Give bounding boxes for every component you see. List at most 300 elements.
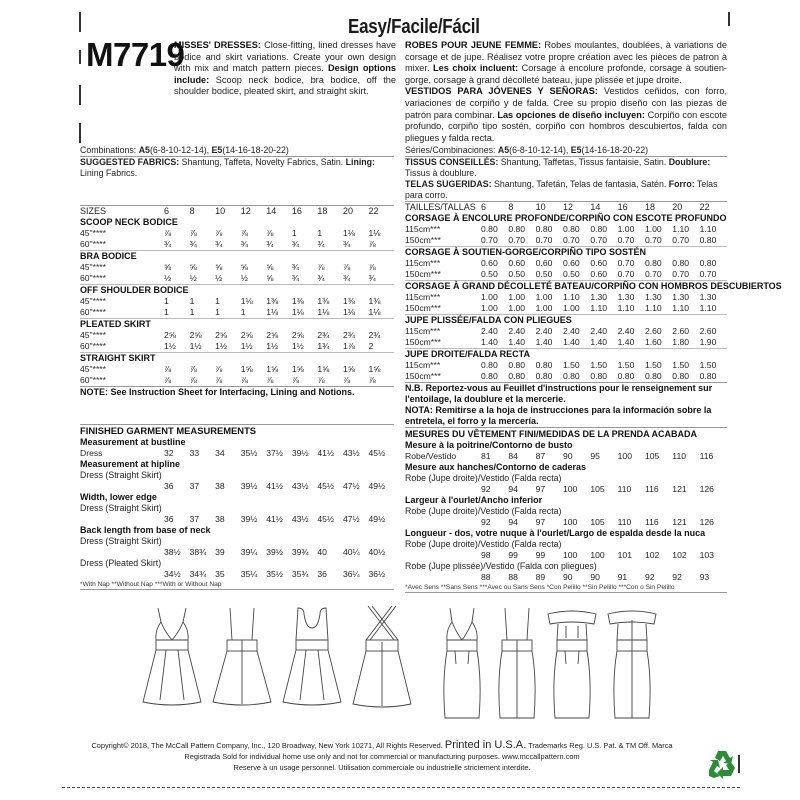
yardage-value: ⅞ [266, 375, 274, 385]
yardage-value: 2.60 [672, 326, 690, 336]
size: 8 [189, 206, 195, 216]
yardage-value: 2⅝ [215, 330, 228, 340]
yardage-value: 2¾ [342, 330, 355, 340]
measurement-value: 41½ [266, 481, 283, 491]
cut-mark-left-3 [79, 85, 81, 105]
yardage-value: 1.10 [672, 303, 690, 313]
garment-label-inline [405, 550, 481, 561]
garment-label: Robe (Jupe droite)/Vestido (Falda recta) [405, 473, 562, 483]
measurement-value: 32 [164, 448, 174, 458]
measurement-row [80, 448, 394, 459]
yardage-value: 1.00 [508, 292, 526, 302]
measurement-value: 33 [189, 448, 200, 458]
yardage-value: 2.40 [562, 326, 580, 336]
combo-e: E5 [570, 145, 582, 155]
measurement-value: 93 [699, 572, 710, 582]
yardage-value: 1.00 [481, 303, 498, 313]
garment-label-inline [405, 572, 481, 583]
measurement-row [80, 569, 394, 580]
fabric-width-label: 150cm*** [405, 371, 441, 381]
yardage-value: 1⅛ [266, 307, 279, 317]
measurement-value: 88 [508, 572, 518, 582]
measurement-value: 39½ [291, 448, 309, 458]
measurement-heading: Longueur - dos, votre nuque à l'ourlet/Largo de espalda desde la nuca [405, 528, 706, 538]
yardage-value: ⅞ [240, 228, 248, 238]
yardage-value: 1.10 [617, 303, 635, 313]
yardage-value: ¾ [342, 273, 351, 283]
view-cross-strap-pleated-back [353, 606, 411, 707]
fabric-width-label: 60"**** [80, 273, 106, 283]
garment-label: Dress (Pleated Skirt) [80, 558, 162, 568]
description-fr [405, 40, 727, 86]
measurement-value: 121 [672, 484, 687, 494]
yardage-value: ⅝ [266, 262, 274, 272]
yardage-value: 0.80 [508, 224, 526, 234]
yardage-row [80, 296, 394, 307]
yardage-value: 0.70 [644, 235, 662, 245]
yardage-value: 0.70 [590, 235, 608, 245]
yardage-value: 1 [240, 307, 246, 317]
yardage-value: 1⅝ [342, 364, 355, 374]
yardage-value: ¾ [240, 239, 248, 249]
yardage-value: 0.80 [562, 224, 580, 234]
desc-fr-title: ROBES POUR JEUNE FEMME: [405, 40, 542, 50]
yardage-value: 1.00 [535, 292, 553, 302]
yardage-value: ⅞ [342, 262, 351, 272]
measurement-value: 94 [508, 484, 518, 494]
yardage-value: ⅞ [342, 375, 351, 385]
desc-es-title: VESTIDOS PARA JÓVENES Y SEÑORAS: [405, 86, 598, 97]
yardage-value: 1 [215, 296, 220, 306]
garment-label-inline [80, 514, 164, 525]
fabric-view-heading: BRA BODICE [80, 250, 394, 262]
fabrics-fr-text: Shantung, Taffetas, Tissus fantaisie, Satin. [498, 157, 669, 167]
combinations-en [80, 145, 394, 156]
yardage-value: 1⅛ [342, 307, 355, 317]
yardage-value: 0.80 [644, 371, 662, 381]
divider [80, 589, 394, 590]
yardage-value: 2.60 [644, 326, 662, 336]
measurement-value: 116 [699, 451, 714, 461]
fr-es-yardage-table [405, 213, 782, 382]
measurement-value: 40¼ [342, 547, 360, 557]
lining-es-label: Forro: [668, 179, 695, 189]
note-fr: N.B. Reportez-vous au Feuillet d'instructions pour le renseignement sur l'entoilage, la doublure et la mercerie. [405, 383, 713, 404]
measurement-value: 45½ [368, 448, 386, 458]
measurement-heading: Mesure aux hanches/Contorno de caderas [405, 462, 587, 472]
yardage-value: 0.70 [535, 235, 553, 245]
fabric-width-label: 45"**** [80, 262, 106, 272]
measurement-value: 92 [481, 484, 491, 494]
yardage-row [405, 224, 727, 235]
size: 20 [342, 206, 353, 216]
yardage-value: 1 [189, 307, 195, 317]
measurement-value: 100 [562, 484, 578, 494]
measurement-value: 39½ [240, 514, 258, 524]
fabric-width-label: 60"**** [80, 341, 106, 351]
yardage-value: 1⅛ [368, 307, 381, 317]
desc-es-options-label: Las opciones de diseño incluyen: [497, 109, 645, 120]
measurement-value: 100 [562, 517, 578, 527]
desc-fr-options-text: Corsage à encolure profonde, corsage à soutien-gorge, corsage à grand décolleté bateau, jupe plissée et jupe droite. [405, 63, 727, 85]
measurement-value: 36 [317, 569, 327, 579]
yardage-value: ¾ [317, 239, 325, 249]
yardage-value: 1.00 [562, 303, 580, 313]
yardage-value: 2.40 [535, 326, 553, 336]
yardage-value: ¾ [368, 273, 376, 283]
measurement-value: 47½ [342, 481, 360, 491]
yardage-value: 0.60 [590, 258, 608, 268]
measurement-value: 87 [535, 451, 546, 461]
yardage-value: ⅞ [368, 375, 376, 385]
measurement-row [405, 550, 727, 561]
garment-label-inline [80, 481, 164, 492]
measurement-value: 34½ [164, 569, 181, 579]
measurement-value: 35½ [240, 448, 258, 458]
yardage-value: ⅞ [164, 375, 172, 385]
measurement-value: 90 [562, 572, 573, 582]
copyright-text: Copyright© 2018, The McCall Pattern Company, Inc., 120 Broadway, New York 10271, All Rights Reserved. [91, 741, 445, 750]
yardage-value: 1.50 [562, 360, 580, 370]
size: 8 [508, 202, 514, 212]
yardage-value: 1 [317, 228, 323, 238]
desc-en-options-text: Scoop neck bodice, bra bodice, off the shoulder bodice, pleated skirt, and straight skirt. [174, 74, 396, 97]
combinations-label: Combinations: [80, 145, 139, 155]
garment-label-inline [405, 484, 481, 495]
yardage-value: 1.10 [699, 224, 717, 234]
yardage-value: 0.80 [481, 224, 498, 234]
yardage-value: 0.70 [617, 258, 635, 268]
yardage-value: 1.10 [590, 303, 608, 313]
yardage-value: 2 [368, 341, 374, 351]
fabric-view-heading: CORSAGE À GRAND DÉCOLLETÉ BATEAU/CORPIÑO CON HOMBROS DESCUBIERTOS [405, 281, 782, 291]
combo-a: A5 [138, 145, 150, 155]
garment-label-inline [80, 547, 164, 558]
yardage-value: 1⅛ [291, 307, 304, 317]
yardage-value: 2¾ [368, 330, 381, 340]
size: 22 [368, 206, 379, 216]
footer-line-2: Registrada Sold for individual home use only and not for commercial or manufacturing purposes. www.mccallpattern.com [184, 752, 580, 761]
garment-label: Dress (Straight Skirt) [80, 470, 162, 480]
yardage-value: 0.80 [672, 258, 690, 268]
yardage-value: 1⅛ [368, 228, 381, 238]
measurement-row [405, 484, 727, 495]
measurement-value: 39¼ [240, 547, 258, 557]
nap-footnote-fr-es: *Avec Sens **Sans Sens ***Avec ou Sans Sens *Con Pelillo **Sin Pelillo ***Con o Sin Pelillo [405, 584, 675, 591]
measurement-value: 100 [617, 451, 632, 461]
yardage-value: 0.80 [535, 224, 553, 234]
fabric-width-label: 150cm*** [405, 337, 441, 347]
measurement-heading: Measurement at hipline [80, 459, 181, 469]
size: 20 [672, 202, 683, 212]
divider [405, 592, 727, 593]
yardage-value: 0.80 [699, 235, 717, 245]
yardage-value: ¾ [291, 239, 299, 249]
yardage-value: ⅝ [189, 262, 197, 272]
nap-footnote-en: *With Nap **Without Nap ***With or Without Nap [80, 581, 222, 588]
sizes-header-row [405, 202, 727, 213]
fabric-width-label: 115cm*** [405, 360, 441, 370]
yardage-value: ¾ [215, 239, 223, 249]
size: 10 [535, 202, 546, 212]
measurement-value: 103 [699, 550, 714, 560]
measurement-value: 84 [508, 451, 518, 461]
dashed-cut-line [62, 787, 740, 788]
garment-label: Robe (Jupe droite)/Vestido (Falda recta) [405, 539, 562, 549]
suggested-fabrics-es [405, 179, 727, 201]
yardage-value: 0.70 [562, 235, 580, 245]
measurement-value: 37½ [266, 448, 283, 458]
yardage-value: 2.40 [481, 326, 498, 336]
fabric-width-label: 150cm*** [405, 235, 441, 245]
yardage-value: 1 [164, 307, 169, 317]
yardage-value: 1.50 [590, 360, 608, 370]
yardage-row [405, 371, 727, 382]
measurement-value: 116 [644, 484, 659, 494]
yardage-value: 0.70 [644, 269, 662, 279]
combo-e-sizes: (14-16-18-20-22) [222, 145, 289, 155]
measurement-value: 97 [535, 517, 546, 527]
measurement-value: 105 [644, 451, 660, 461]
yardage-row [80, 375, 394, 386]
yardage-value: 0.60 [481, 258, 498, 268]
yardage-value: 2.40 [617, 326, 635, 336]
english-finished-measurements [80, 424, 394, 590]
lining-text: Lining Fabrics. [80, 168, 138, 178]
yardage-value: 1.90 [699, 337, 717, 347]
combo-a-sizes: (6-8-10-12-14), [149, 145, 212, 155]
garment-label-inline: Dress [80, 448, 103, 458]
yardage-value: 1⅛ [317, 307, 330, 317]
yardage-value: 1½ [291, 341, 304, 351]
fabric-view-heading: JUPE DROITE/FALDA RECTA [405, 348, 727, 360]
garment-label-inline: Robe/Vestido [405, 451, 457, 461]
measurement-value: 89 [535, 572, 546, 582]
garment-label: Robe (Jupe plissée)/Vestido (Falda con pliegues) [405, 561, 597, 571]
measurement-value: 35½ [266, 569, 283, 579]
yardage-value: 1⅜ [266, 296, 279, 306]
yardage-value: ½ [164, 273, 172, 283]
yardage-value: ⅞ [291, 375, 299, 385]
yardage-value: ⅞ [215, 364, 223, 374]
yardage-row [405, 269, 727, 280]
measurement-value: 41½ [317, 448, 335, 458]
measurement-value: 91 [617, 572, 628, 582]
yardage-row [80, 341, 394, 352]
recycle-icon [705, 748, 739, 782]
yardage-value: 0.80 [699, 371, 717, 381]
yardage-value: 1.30 [672, 292, 690, 302]
yardage-row [80, 330, 394, 341]
measurement-row [80, 514, 394, 525]
fabric-width-label: 45"**** [80, 296, 106, 306]
yardage-value: ⅞ [368, 239, 376, 249]
yardage-value: 0.80 [590, 224, 608, 234]
yardage-value: 1.30 [644, 292, 662, 302]
combo-a: A5 [497, 145, 510, 155]
fabric-width-label: 60"**** [80, 307, 106, 317]
measurement-value: 49½ [368, 481, 386, 491]
measurement-value: 34¾ [189, 569, 207, 579]
description-es [405, 86, 727, 144]
pattern-number: M7719 [86, 36, 185, 73]
fabrics-es-text: Shantung, Tafetán, Telas de fantasia, Satén. [491, 179, 669, 189]
yardage-value: 1.40 [617, 337, 635, 347]
fabric-width-label: 60"**** [80, 239, 106, 249]
yardage-row [405, 235, 727, 246]
yardage-row [405, 303, 727, 314]
yardage-value: 1.30 [617, 292, 635, 302]
yardage-value: 1½ [266, 341, 279, 351]
yardage-value: 1½ [240, 341, 253, 351]
combinations-fr-es [405, 145, 727, 156]
measurement-value: 92 [644, 572, 655, 582]
yardage-value: 1.00 [617, 224, 635, 234]
yardage-value: ⅞ [164, 364, 172, 374]
yardage-value: ⅞ [317, 262, 325, 272]
yardage-value: ⅞ [164, 228, 172, 238]
size: 18 [317, 206, 328, 216]
yardage-value: 1.40 [562, 337, 580, 347]
yardage-value: 1⅝ [291, 364, 304, 374]
measurement-value: 105 [590, 484, 605, 494]
garment-label: Dress (Straight Skirt) [80, 536, 162, 546]
cut-mark-left-1 [79, 12, 81, 32]
yardage-row [80, 228, 394, 239]
suggested-fabrics-fr [405, 157, 727, 179]
measurement-heading: Measurement at bustline [80, 437, 186, 447]
yardage-value: 1⅞ [342, 341, 355, 351]
yardage-value: 0.70 [617, 269, 635, 279]
combo-e-sizes: (14-16-18-20-22) [581, 145, 649, 155]
yardage-value: ⅞ [266, 228, 274, 238]
desc-fr-options-label: Les choix incluent: [433, 63, 519, 74]
suggested-fabrics-en [80, 157, 394, 179]
yardage-row [80, 273, 394, 284]
size: 16 [291, 206, 302, 216]
yardage-value: ⅝ [215, 262, 223, 272]
yardage-value: 2.40 [508, 326, 526, 336]
fabric-view-heading: SCOOP NECK BODICE [80, 217, 178, 227]
desc-en-options-label: Design options include: [174, 63, 396, 85]
measurement-value: 81 [481, 451, 491, 461]
fabric-view-heading: OFF SHOULDER BODICE [80, 284, 394, 296]
measurement-value: 100 [562, 550, 578, 560]
size: 10 [215, 206, 226, 216]
view-scoop-neck-pleated-front [283, 608, 341, 705]
yardage-value: ¾ [164, 239, 172, 249]
note-es: NOTA: Remitirse a la hoja de instrucciones para la información sobre la entretela, el forro y la mercería. [405, 405, 712, 426]
yardage-value: ⅞ [189, 228, 197, 238]
yardage-value: ⅝ [266, 273, 274, 283]
garment-label: Dress (Straight Skirt) [80, 503, 162, 513]
fabrics-fr-label: TISSUS CONSEILLÉS: [405, 157, 499, 167]
yardage-value: 0.80 [699, 258, 717, 268]
measurement-value: 41½ [266, 514, 283, 524]
measurement-heading: Mesure à la poitrine/Contorno de busto [405, 440, 573, 450]
yardage-value: 1 [189, 296, 195, 306]
yardage-value: 1⅝ [266, 364, 279, 374]
measurement-value: 126 [699, 484, 714, 494]
lining-fr-text: Tissus à doublure. [405, 168, 477, 178]
yardage-value: 2⅝ [291, 330, 304, 340]
measurement-value: 101 [617, 550, 632, 560]
combo-e: E5 [211, 145, 223, 155]
finished-title-fr-es: MESURES DU VÊTEMENT FINI/MEDIDAS DE LA PRENDA ACABADA [405, 429, 698, 439]
measurement-value: 45½ [317, 481, 335, 491]
measurement-value: 37 [189, 481, 200, 491]
yardage-value: ⅞ [317, 375, 325, 385]
yardage-value: 1.30 [590, 292, 608, 302]
measurement-value: 92 [672, 572, 682, 582]
yardage-value: 2⅝ [266, 330, 279, 340]
yardage-value: ½ [215, 273, 223, 283]
measurement-value: 92 [481, 517, 491, 527]
yardage-value: 1.40 [481, 337, 498, 347]
size: 12 [562, 202, 573, 212]
yardage-row [80, 307, 394, 318]
fabrics-label: SUGGESTED FABRICS: [80, 157, 180, 167]
measurement-value: 95 [590, 451, 600, 461]
yardage-value: 0.50 [562, 269, 580, 279]
yardage-value: 1.10 [699, 303, 717, 313]
yardage-value: 0.80 [481, 371, 498, 381]
fabric-width-label: 150cm*** [405, 303, 441, 313]
fabric-width-label: 115cm*** [405, 224, 441, 234]
description-fr-es [405, 40, 727, 144]
measurement-row [405, 451, 727, 462]
measurement-value: 39 [215, 547, 225, 557]
measurement-value: 38 [215, 481, 225, 491]
yardage-row [405, 292, 727, 303]
yardage-value: 1¾ [317, 341, 330, 351]
yardage-value: 2¾ [317, 330, 330, 340]
fabric-view-heading: JUPE PLISSÉE/FALDA CON PLIEGUES [405, 314, 727, 326]
yardage-value: 0.50 [481, 269, 498, 279]
measurement-value: 43½ [291, 481, 309, 491]
measurement-value: 102 [644, 550, 660, 560]
measurement-value: 37 [189, 514, 200, 524]
measurement-value: 110 [617, 484, 632, 494]
yardage-value: 0.80 [535, 371, 553, 381]
measurement-value: 35¾ [291, 569, 309, 579]
measurement-row [80, 481, 394, 492]
yardage-value: 0.80 [535, 360, 553, 370]
size: 6 [481, 202, 487, 212]
yardage-value: 1½ [164, 341, 176, 351]
view-off-shoulder-straight-front [548, 611, 596, 718]
yardage-value: ½ [240, 273, 248, 283]
measurement-value: 105 [590, 517, 605, 527]
measurement-value: 88 [481, 572, 491, 582]
measurement-value: 36 [164, 514, 174, 524]
yardage-value: 0.80 [617, 371, 635, 381]
cut-mark-left-2 [79, 50, 81, 64]
printed-in-usa: Printed in U.S.A. [444, 739, 527, 751]
yardage-value: 1⅛ [342, 228, 355, 238]
measurement-value: 99 [508, 550, 518, 560]
yardage-value: 0.70 [481, 235, 498, 245]
yardage-value: 0.80 [644, 258, 662, 268]
desc-en-title: MISSES' DRESSES: [174, 40, 261, 50]
measurement-value: 39½ [240, 481, 258, 491]
combo-a-sizes: (6-8-10-12-14), [509, 145, 571, 155]
measurement-row [80, 547, 394, 558]
yardage-value: 1.80 [672, 337, 690, 347]
size: 14 [266, 206, 277, 216]
yardage-value: 1.50 [644, 360, 662, 370]
yardage-value: ¾ [317, 273, 325, 283]
